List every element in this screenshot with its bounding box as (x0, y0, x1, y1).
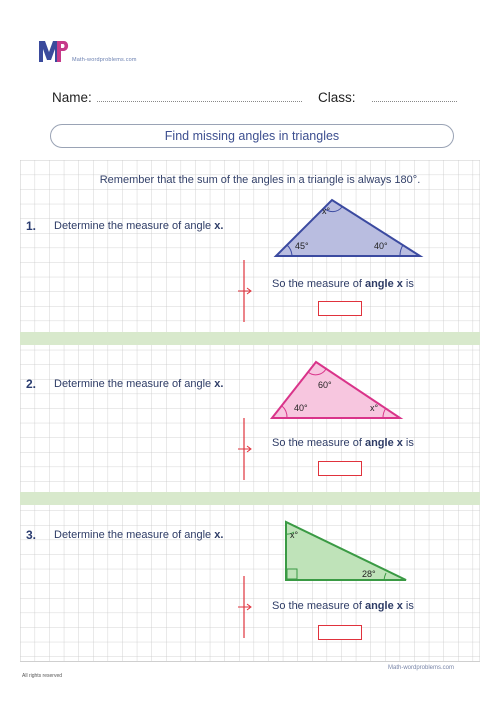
triangle-1-diagram (270, 192, 430, 262)
question-number: 3. (26, 528, 37, 542)
section-separator (20, 332, 480, 345)
question-prompt: Determine the measure of angle x. (54, 378, 224, 390)
angle-label-right: x° (370, 403, 379, 413)
answer-input-box[interactable] (318, 625, 362, 640)
arrow-icon (233, 576, 255, 638)
triangle-3-shape (286, 522, 406, 580)
title-box (50, 124, 454, 148)
prompt-text: Determine the measure of angle (54, 220, 215, 232)
name-label: Name: (52, 90, 92, 105)
angle-label-top: 60° (318, 380, 332, 390)
logo-text: Math-wordproblems.com (72, 57, 137, 63)
angle-label-top: x° (290, 530, 299, 540)
triangle-2-shape (272, 362, 400, 418)
answer-input-box[interactable] (318, 301, 362, 316)
footer-rights: All rights reserved (22, 673, 63, 679)
instruction-note: Remember that the sum of the angles in a triangle is always 180°. (99, 174, 421, 186)
answer-input-box[interactable] (318, 461, 362, 476)
triangle-2-diagram (266, 356, 406, 422)
footer-site: Math-wordproblems.com (388, 665, 455, 671)
arrow-icon (233, 418, 255, 480)
question-number: 1. (26, 219, 37, 233)
name-field[interactable] (97, 101, 302, 102)
question-number: 2. (26, 377, 37, 391)
prompt-variable: x. (214, 220, 224, 232)
angle-label-left: 45° (295, 241, 309, 251)
class-field[interactable] (372, 101, 457, 102)
angle-label-top: x° (322, 206, 331, 216)
question-prompt (54, 220, 223, 232)
question-prompt: Determine the measure of angle x. (54, 529, 224, 541)
angle-label-right: 40° (374, 241, 388, 251)
answer-sentence: So the measure of angle x is (272, 437, 414, 449)
answer-sentence: So the measure of angle x is (272, 600, 414, 612)
footer-divider (20, 661, 480, 662)
mp-logo-icon (38, 38, 70, 64)
answer-sentence: So the measure of angle x is (272, 278, 414, 290)
class-label: Class: (318, 90, 356, 105)
angle-label-right: 28° (362, 569, 376, 579)
page-title: Find missing angles in triangles (164, 129, 340, 143)
section-separator (20, 492, 480, 505)
arrow-icon (233, 260, 255, 322)
angle-label-left: 40° (294, 403, 308, 413)
triangle-3-diagram (280, 518, 412, 584)
